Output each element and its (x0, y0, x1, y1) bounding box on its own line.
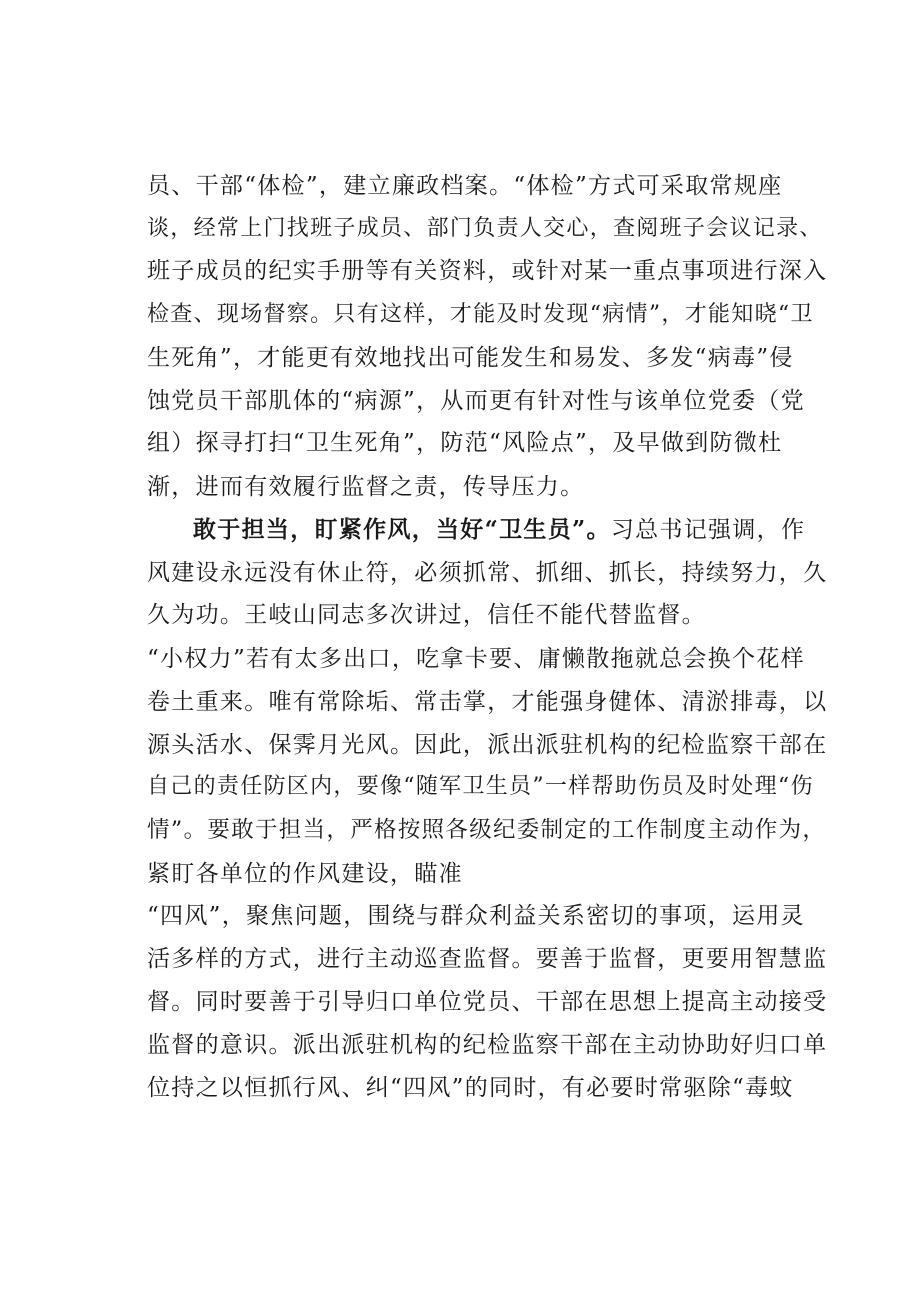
text-line: 组）探寻打扫“卫生死角”，防范“风险点”，及早做到防微杜 (147, 430, 783, 456)
text-line: 监督的意识。派出派驻机构的纪检监察干部在主动协助好归口单 (147, 1032, 828, 1058)
text-line: 久为功。王岐山同志多次讲过，信任不能代替监督。 (147, 602, 706, 628)
text-line: “四风”，聚焦问题，围绕与群众利益关系密切的事项，运用灵 (147, 903, 805, 929)
text-line: 谈，经常上门找班子成员、部门负责人交心，查阅班子会议记录、 (147, 216, 823, 241)
text-line: 蚀党员干部肌体的“病源”，从而更有针对性与该单位党委（党 (147, 388, 805, 414)
section-heading: 敢于担当，盯紧作风，当好“卫生员”。 (193, 516, 611, 543)
text-line: 情”。要敢于担当，严格按照各级纪委制定的工作制度主动作为， (147, 817, 827, 843)
text-line: 班子成员的纪实手册等有关资料，或针对某一重点事项进行深入 (147, 258, 828, 284)
text-line: 风建设永远没有休止符，必须抓常、抓细、抓长，持续努力，久 (147, 560, 828, 586)
text-line: 生死角”，才能更有效地找出可能发生和易发、多发“病毒”侵 (147, 345, 794, 371)
text-line: 习总书记强调，作 (610, 517, 806, 543)
text-line: “小权力”若有太多出口，吃拿卡要、庸懒散拖就总会换个花样 (147, 646, 805, 672)
text-line: 检查、现场督察。只有这样，才能及时发现“病情”，才能知晓“卫 (147, 302, 814, 327)
text-line: 紧盯各单位的作风建设，瞄准 (147, 861, 463, 887)
text-line: 源头活水、保霁月光风。因此，派出派驻机构的纪检监察干部在 (147, 732, 828, 758)
text-line: 员、干部“体检”，建立廉政档案。“体检”方式可采取常规座 (147, 173, 783, 199)
text-line: 活多样的方式，进行主动巡查监督。要善于监督，更要用智慧监 (147, 946, 828, 972)
text-line: 卷土重来。唯有常除垢、常击掌，才能强身健体、清淤排毒，以 (147, 689, 828, 715)
text-line: 督。同时要善于引导归口单位党员、干部在思想上提高主动接受 (147, 989, 828, 1015)
text-line: 自己的责任防区内，要像“随军卫生员”一样帮助伤员及时处理“伤 (147, 774, 814, 799)
paragraph-first-line (193, 515, 827, 545)
text-line: 位持之以恒抓行风、纠“四风”的同时，有必要时常驱除“毒蚊 (147, 1075, 794, 1101)
text-line: 渐，进而有效履行监督之责，传导压力。 (147, 474, 585, 500)
